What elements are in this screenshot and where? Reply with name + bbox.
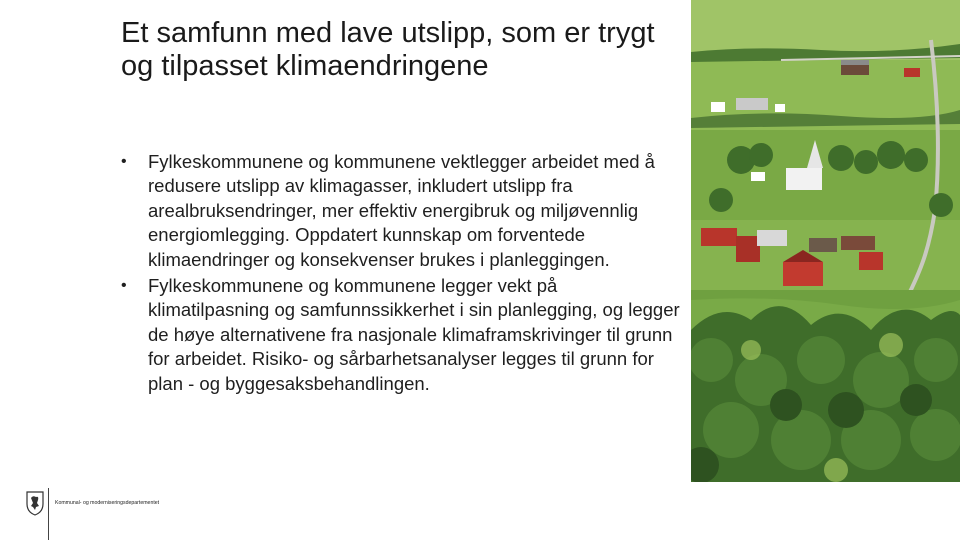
bullet-text: Fylkeskommunene og kommunene vektlegger arbeidet med å redusere utslipp av klimagasser, inkludert utslipp fra arealbruksendringer, mer effektiv energibruk og miljøvennlig energiomlegging. Oppdatert kunnskap om forventede klimaendringer og konsekvenser brukes i planleggingen. bbox=[148, 151, 655, 270]
bullet-text: Fylkeskommunene og kommunene legger vekt på klimatilpasning og samfunnssikkerhet i sin planlegging, og legger de høye alternativene fra nasjonale klimaframskrivinger til grunn for arbeidet. Risiko- og sårbarhetsanalyser legges til grunn for plan - og byggesaksbehandlingen. bbox=[148, 275, 680, 394]
bullet-marker: • bbox=[121, 153, 127, 170]
landscape-photo bbox=[691, 0, 960, 482]
landscape-photo-drawing bbox=[691, 0, 960, 482]
footer-divider bbox=[48, 488, 49, 540]
bullet-list bbox=[121, 150, 681, 398]
coat-of-arms-lion-icon bbox=[25, 490, 45, 516]
slide-title: Et samfunn med lave utslipp, som er trygt og tilpasset klimaendringene bbox=[121, 17, 655, 82]
bullet-item bbox=[121, 274, 681, 396]
department-name: Kommunal- og moderniseringsdepartementet bbox=[55, 500, 160, 506]
bullet-item bbox=[121, 150, 681, 272]
bullet-marker: • bbox=[121, 277, 127, 295]
